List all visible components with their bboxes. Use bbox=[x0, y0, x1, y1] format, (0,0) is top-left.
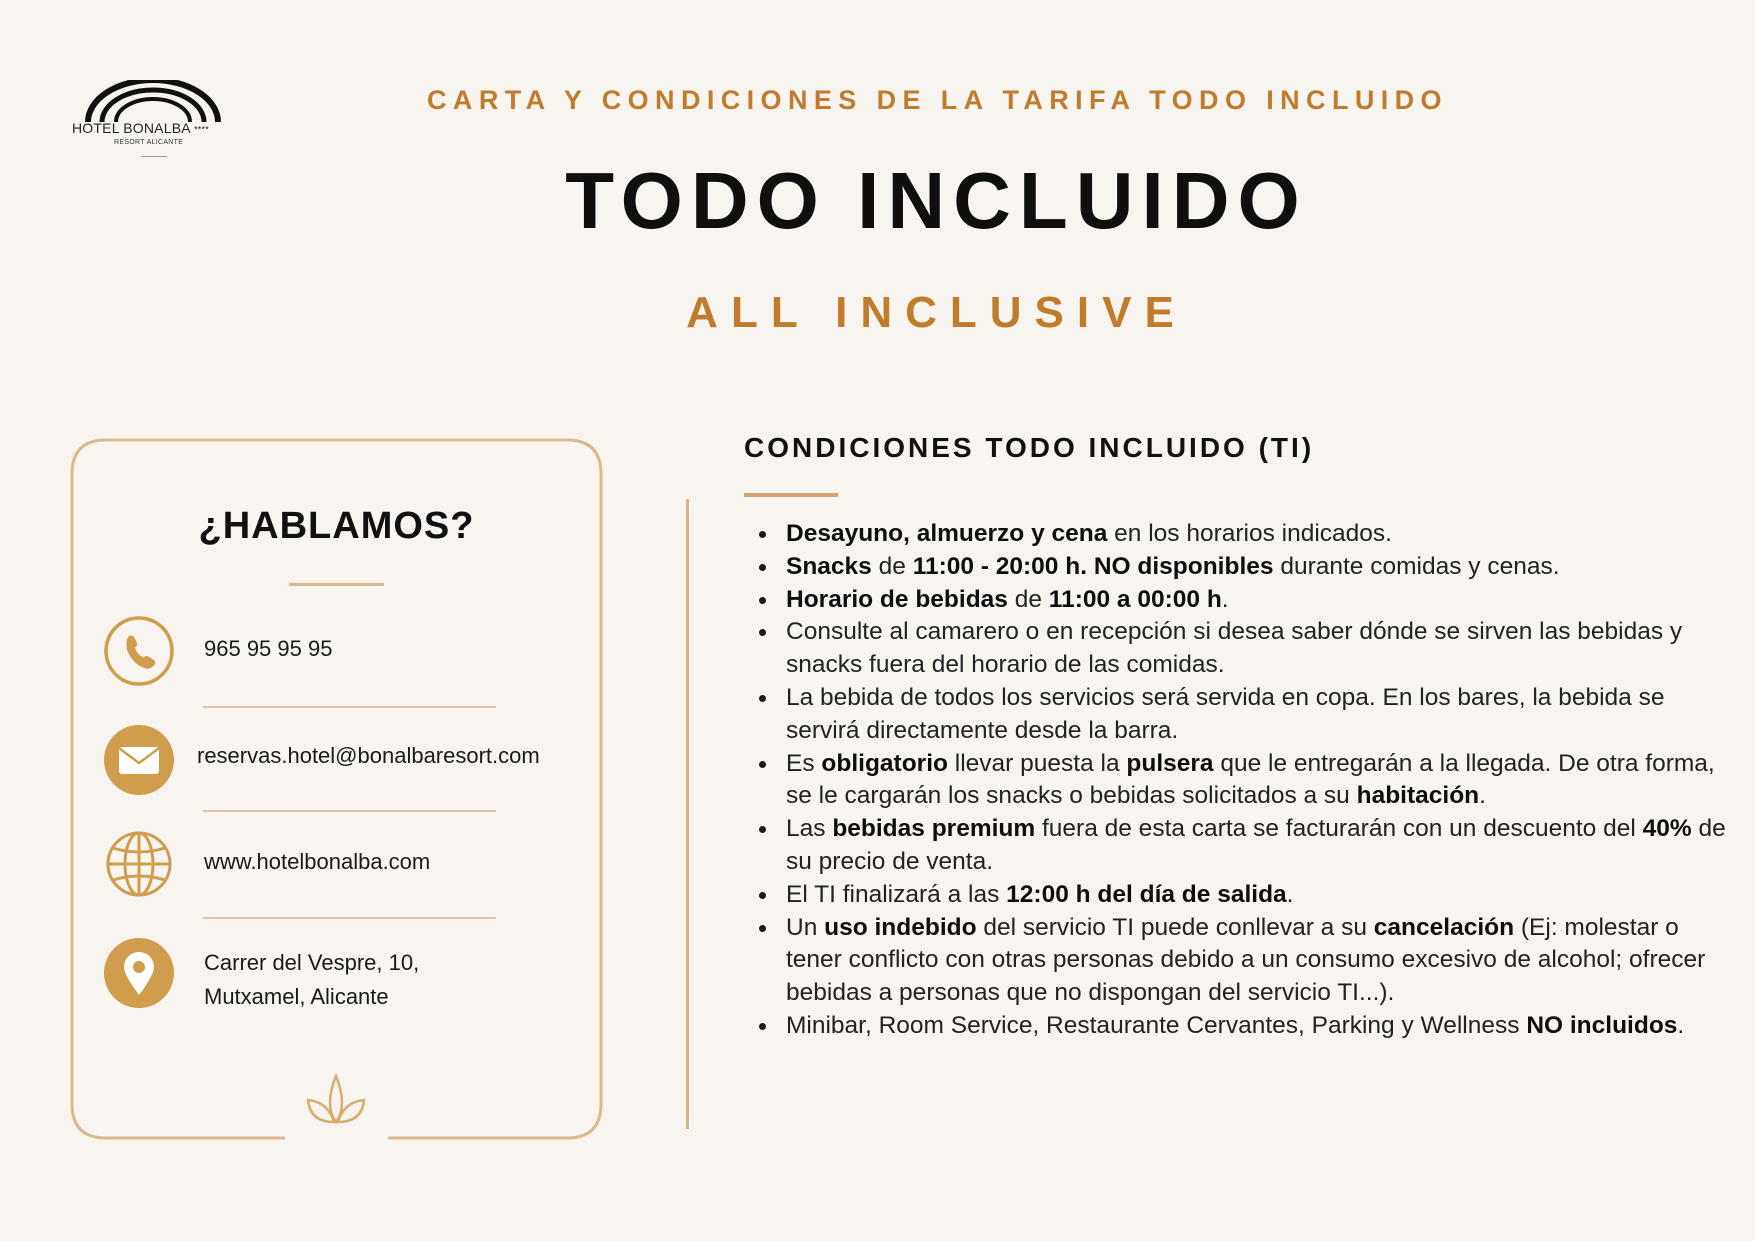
conditions-list bbox=[744, 518, 1736, 1043]
condition-text: La bebida de todos los servicios será servida en copa. En los bares, la bebida se servirá directamente desde la barra. bbox=[786, 683, 1665, 744]
condition-text: Consulte al camarero o en recepción si desea saber dónde se sirven las bebidas y snacks fuera del horario de las comidas. bbox=[786, 618, 1683, 679]
contact-email[interactable]: reservas.hotel@bonalbaresort.com bbox=[197, 743, 540, 768]
condition-text: de su precio de venta. bbox=[786, 815, 1726, 875]
condition-emphasis: Desayuno, almuerzo y cena bbox=[786, 520, 1108, 547]
condition-emphasis: uso indebido bbox=[824, 913, 977, 941]
logo-text bbox=[72, 120, 209, 136]
condition-item bbox=[786, 616, 1736, 682]
condition-text: . bbox=[1286, 880, 1294, 908]
page-title-english: ALL INCLUSIVE bbox=[686, 288, 1187, 337]
condition-item bbox=[786, 518, 1736, 551]
condition-text: . bbox=[1677, 1011, 1685, 1039]
condition-emphasis: 11:00 - 20:00 h. NO disponibles bbox=[912, 552, 1274, 580]
contact-separator bbox=[203, 810, 496, 812]
condition-text: El TI finalizará a las bbox=[786, 880, 1007, 908]
condition-emphasis: cancelación bbox=[1373, 913, 1515, 941]
condition-item bbox=[786, 551, 1736, 584]
condition-text: de bbox=[871, 552, 913, 580]
condition-item bbox=[786, 879, 1736, 912]
condition-text: Las bbox=[786, 815, 833, 843]
contact-separator bbox=[203, 917, 496, 919]
condition-emphasis: 40% bbox=[1642, 815, 1692, 843]
condition-emphasis: 11:00 a 00:00 h bbox=[1048, 585, 1222, 613]
condition-emphasis: Horario de bebidas bbox=[786, 585, 1008, 613]
condition-item bbox=[786, 1010, 1736, 1043]
contact-heading: ¿HABLAMOS? bbox=[198, 505, 475, 547]
condition-text: de bbox=[1007, 585, 1049, 613]
condition-emphasis: Snacks bbox=[786, 552, 872, 580]
condition-emphasis: pulsera bbox=[1126, 749, 1214, 777]
address-line-1: Carrer del Vespre, 10, bbox=[204, 950, 420, 975]
vertical-divider bbox=[686, 499, 689, 1129]
globe-icon bbox=[104, 829, 174, 899]
contact-phone[interactable]: 965 95 95 95 bbox=[204, 636, 333, 661]
condition-item bbox=[786, 912, 1736, 1010]
contact-separator bbox=[203, 706, 496, 708]
condition-item bbox=[786, 813, 1736, 879]
condition-emphasis: 12:00 h del día de salida bbox=[1006, 880, 1287, 908]
address-line-2: Mutxamel, Alicante bbox=[204, 984, 389, 1009]
mail-icon bbox=[104, 725, 174, 795]
condition-text: Es bbox=[786, 749, 822, 777]
condition-emphasis: obligatorio bbox=[821, 749, 948, 777]
leaf-icon bbox=[306, 1072, 366, 1126]
contact-address bbox=[204, 946, 419, 1014]
condition-item bbox=[786, 682, 1736, 748]
condition-text: . bbox=[1479, 782, 1486, 810]
condition-emphasis: NO incluidos bbox=[1526, 1011, 1678, 1039]
logo-name: HOTEL BONALBA bbox=[72, 120, 191, 136]
location-pin-icon bbox=[104, 938, 174, 1008]
condition-text: Un bbox=[786, 913, 825, 941]
page-title: TODO INCLUIDO bbox=[565, 156, 1308, 245]
condition-item bbox=[786, 748, 1736, 814]
condition-text: en los horarios indicados. bbox=[1107, 520, 1392, 547]
page-subtitle: CARTA Y CONDICIONES DE LA TARIFA TODO INCLUIDO bbox=[427, 85, 1448, 115]
phone-icon bbox=[104, 616, 174, 686]
condition-text: . bbox=[1221, 585, 1229, 613]
condition-text: durante comidas y cenas. bbox=[1273, 552, 1560, 580]
condition-text: que le entregarán a la llegada. De otra forma, se le cargarán los snacks o bebidas solicitados a su bbox=[786, 749, 1715, 810]
logo-subtitle: RESORT ALICANTE bbox=[114, 139, 184, 146]
contact-website[interactable]: www.hotelbonalba.com bbox=[204, 849, 431, 874]
condition-text: Minibar, Room Service, Restaurante Cervantes, Parking y Wellness bbox=[786, 1011, 1527, 1039]
condition-text: fuera de esta carta se facturarán con un descuento del bbox=[1035, 815, 1643, 843]
condition-text: (Ej: molestar o tener conflicto con otras personas debido a un consumo excesivo de alcohol; ofrecer bebidas a personas que no dispongan del servicio TI...). bbox=[786, 913, 1706, 1007]
condition-emphasis: bebidas premium bbox=[832, 815, 1036, 843]
condition-emphasis: habitación bbox=[1356, 782, 1480, 810]
condition-text: llevar puesta la bbox=[947, 749, 1127, 777]
conditions-heading: CONDICIONES TODO INCLUIDO (TI) bbox=[744, 432, 1315, 463]
condition-text: del servicio TI puede conllevar a su bbox=[976, 913, 1374, 941]
contact-heading-underline bbox=[289, 583, 384, 586]
condition-item bbox=[786, 584, 1736, 617]
conditions-heading-underline bbox=[744, 493, 838, 497]
logo-stars: **** bbox=[194, 124, 209, 135]
